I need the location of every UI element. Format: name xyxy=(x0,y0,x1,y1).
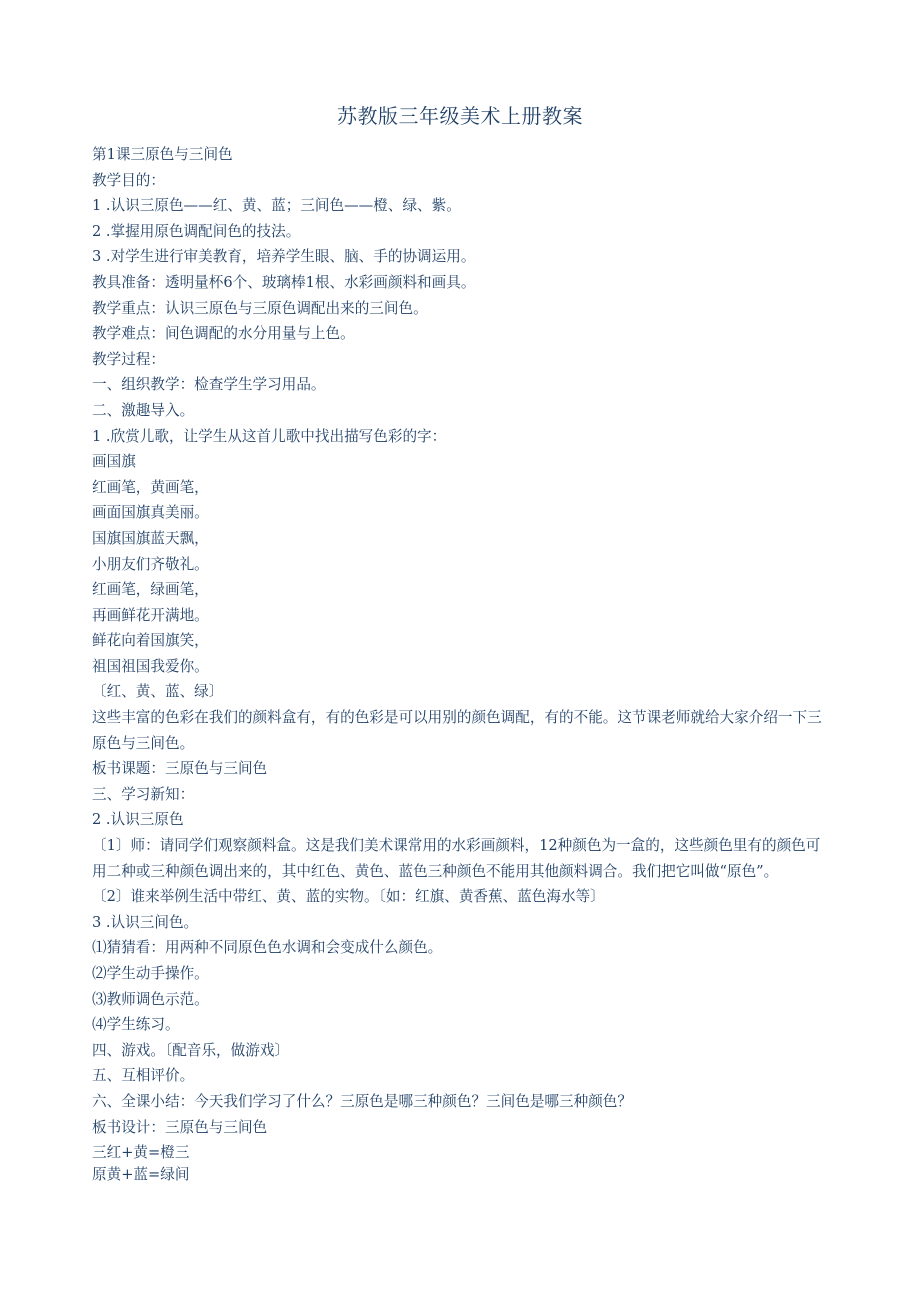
song-intro: 1 .欣赏儿歌，让学生从这首儿歌中找出描写色彩的字： xyxy=(92,427,447,445)
song-line: 画面国旗真美丽。 xyxy=(92,504,209,522)
learn-primary-colors: 2 .认识三原色 xyxy=(92,811,184,829)
document-title: 苏教版三年级美术上册教案 xyxy=(337,104,583,128)
teaching-difficulties: 教学难点：间色调配的水分用量与上色。 xyxy=(92,325,355,343)
process-step-6: 六、全课小结：今天我们学习了什么？三原色是哪三种颜色？三间色是哪三种颜色？ xyxy=(92,1092,632,1110)
board-title: 板书课题：三原色与三间色 xyxy=(92,760,268,778)
board-design-row-1: 三红+黄=橙三 xyxy=(92,1144,190,1162)
process-step-4: 四、游戏。〔配音乐，做游戏〕 xyxy=(92,1041,290,1059)
song-line: 小朋友们齐敬礼。 xyxy=(92,555,209,573)
document-body xyxy=(92,142,832,1186)
activity-demo: ⑶教师调色示范。 xyxy=(92,990,209,1008)
board-design-title: 板书设计：三原色与三间色 xyxy=(92,1118,268,1136)
objective-item-3: 3 .对学生进行审美教育，培养学生眼、脑、手的协调运用。 xyxy=(92,248,476,266)
activity-practice: ⑷学生练习。 xyxy=(92,1016,180,1034)
board-design-row-2: 原黄+蓝=绿间 xyxy=(92,1166,190,1184)
teacher-paragraph: 〔1〕师：请同学们观察颜料盒。这是我们美术课常用的水彩画颜料，12种颜色为一盒的，这些颜色里有的颜色可用二种或三种颜色调出来的，其中红色、黄色、蓝色三种颜色不能用其他颜料调合。我们把它叫做“原色”。 xyxy=(92,837,821,880)
lesson-heading: 第1课三原色与三间色 xyxy=(92,146,233,163)
section-heading-objectives: 教学目的： xyxy=(92,171,165,189)
song-line: 祖国祖国我爱你。 xyxy=(92,657,209,675)
song-line: 红画笔，绿画笔， xyxy=(92,581,209,599)
process-step-1: 一、组织教学：检查学生学习用品。 xyxy=(92,376,326,394)
song-line: 鲜花向着国旗笑， xyxy=(92,632,209,650)
song-line: 画国旗 xyxy=(92,453,136,471)
song-colors-answer: 〔红、黄、蓝、绿〕 xyxy=(92,683,224,701)
song-line: 再画鲜花开满地。 xyxy=(92,606,209,624)
song-line: 国旗国旗蓝天飘， xyxy=(92,529,209,547)
process-step-5: 五、互相评价。 xyxy=(92,1067,195,1085)
teaching-materials: 教具准备：透明量杯6个、玻璃棒1根、水彩画颜料和画具。 xyxy=(92,273,476,291)
process-step-3: 三、学习新知： xyxy=(92,785,195,803)
intro-paragraph: 这些丰富的色彩在我们的颜料盒有，有的色彩是可以用别的颜色调配，有的不能。这节课老师就给大家介绍一下三原色与三间色。 xyxy=(92,709,822,752)
examples-item: 〔2〕谁来举例生活中带红、黄、蓝的实物。〔如：红旗、黄香蕉、蓝色海水等〕 xyxy=(92,888,605,906)
objective-item-1: 1 .认识三原色——红、黄、蓝；三间色——橙、绿、紫。 xyxy=(92,197,461,215)
section-heading-process: 教学过程： xyxy=(92,350,165,368)
song-line: 红画笔，黄画笔， xyxy=(92,478,209,496)
activity-hands-on: ⑵学生动手操作。 xyxy=(92,965,209,982)
process-step-2: 二、激趣导入。 xyxy=(92,401,195,419)
objective-item-2: 2 .掌握用原色调配间色的技法。 xyxy=(92,222,301,240)
learn-secondary-colors: 3 .认识三间色。 xyxy=(92,913,199,931)
teaching-key-points: 教学重点：认识三原色与三原色调配出来的三间色。 xyxy=(92,299,428,317)
activity-guess: ⑴猜猜看：用两种不同原色色水调和会变成什么颜色。 xyxy=(92,939,443,957)
